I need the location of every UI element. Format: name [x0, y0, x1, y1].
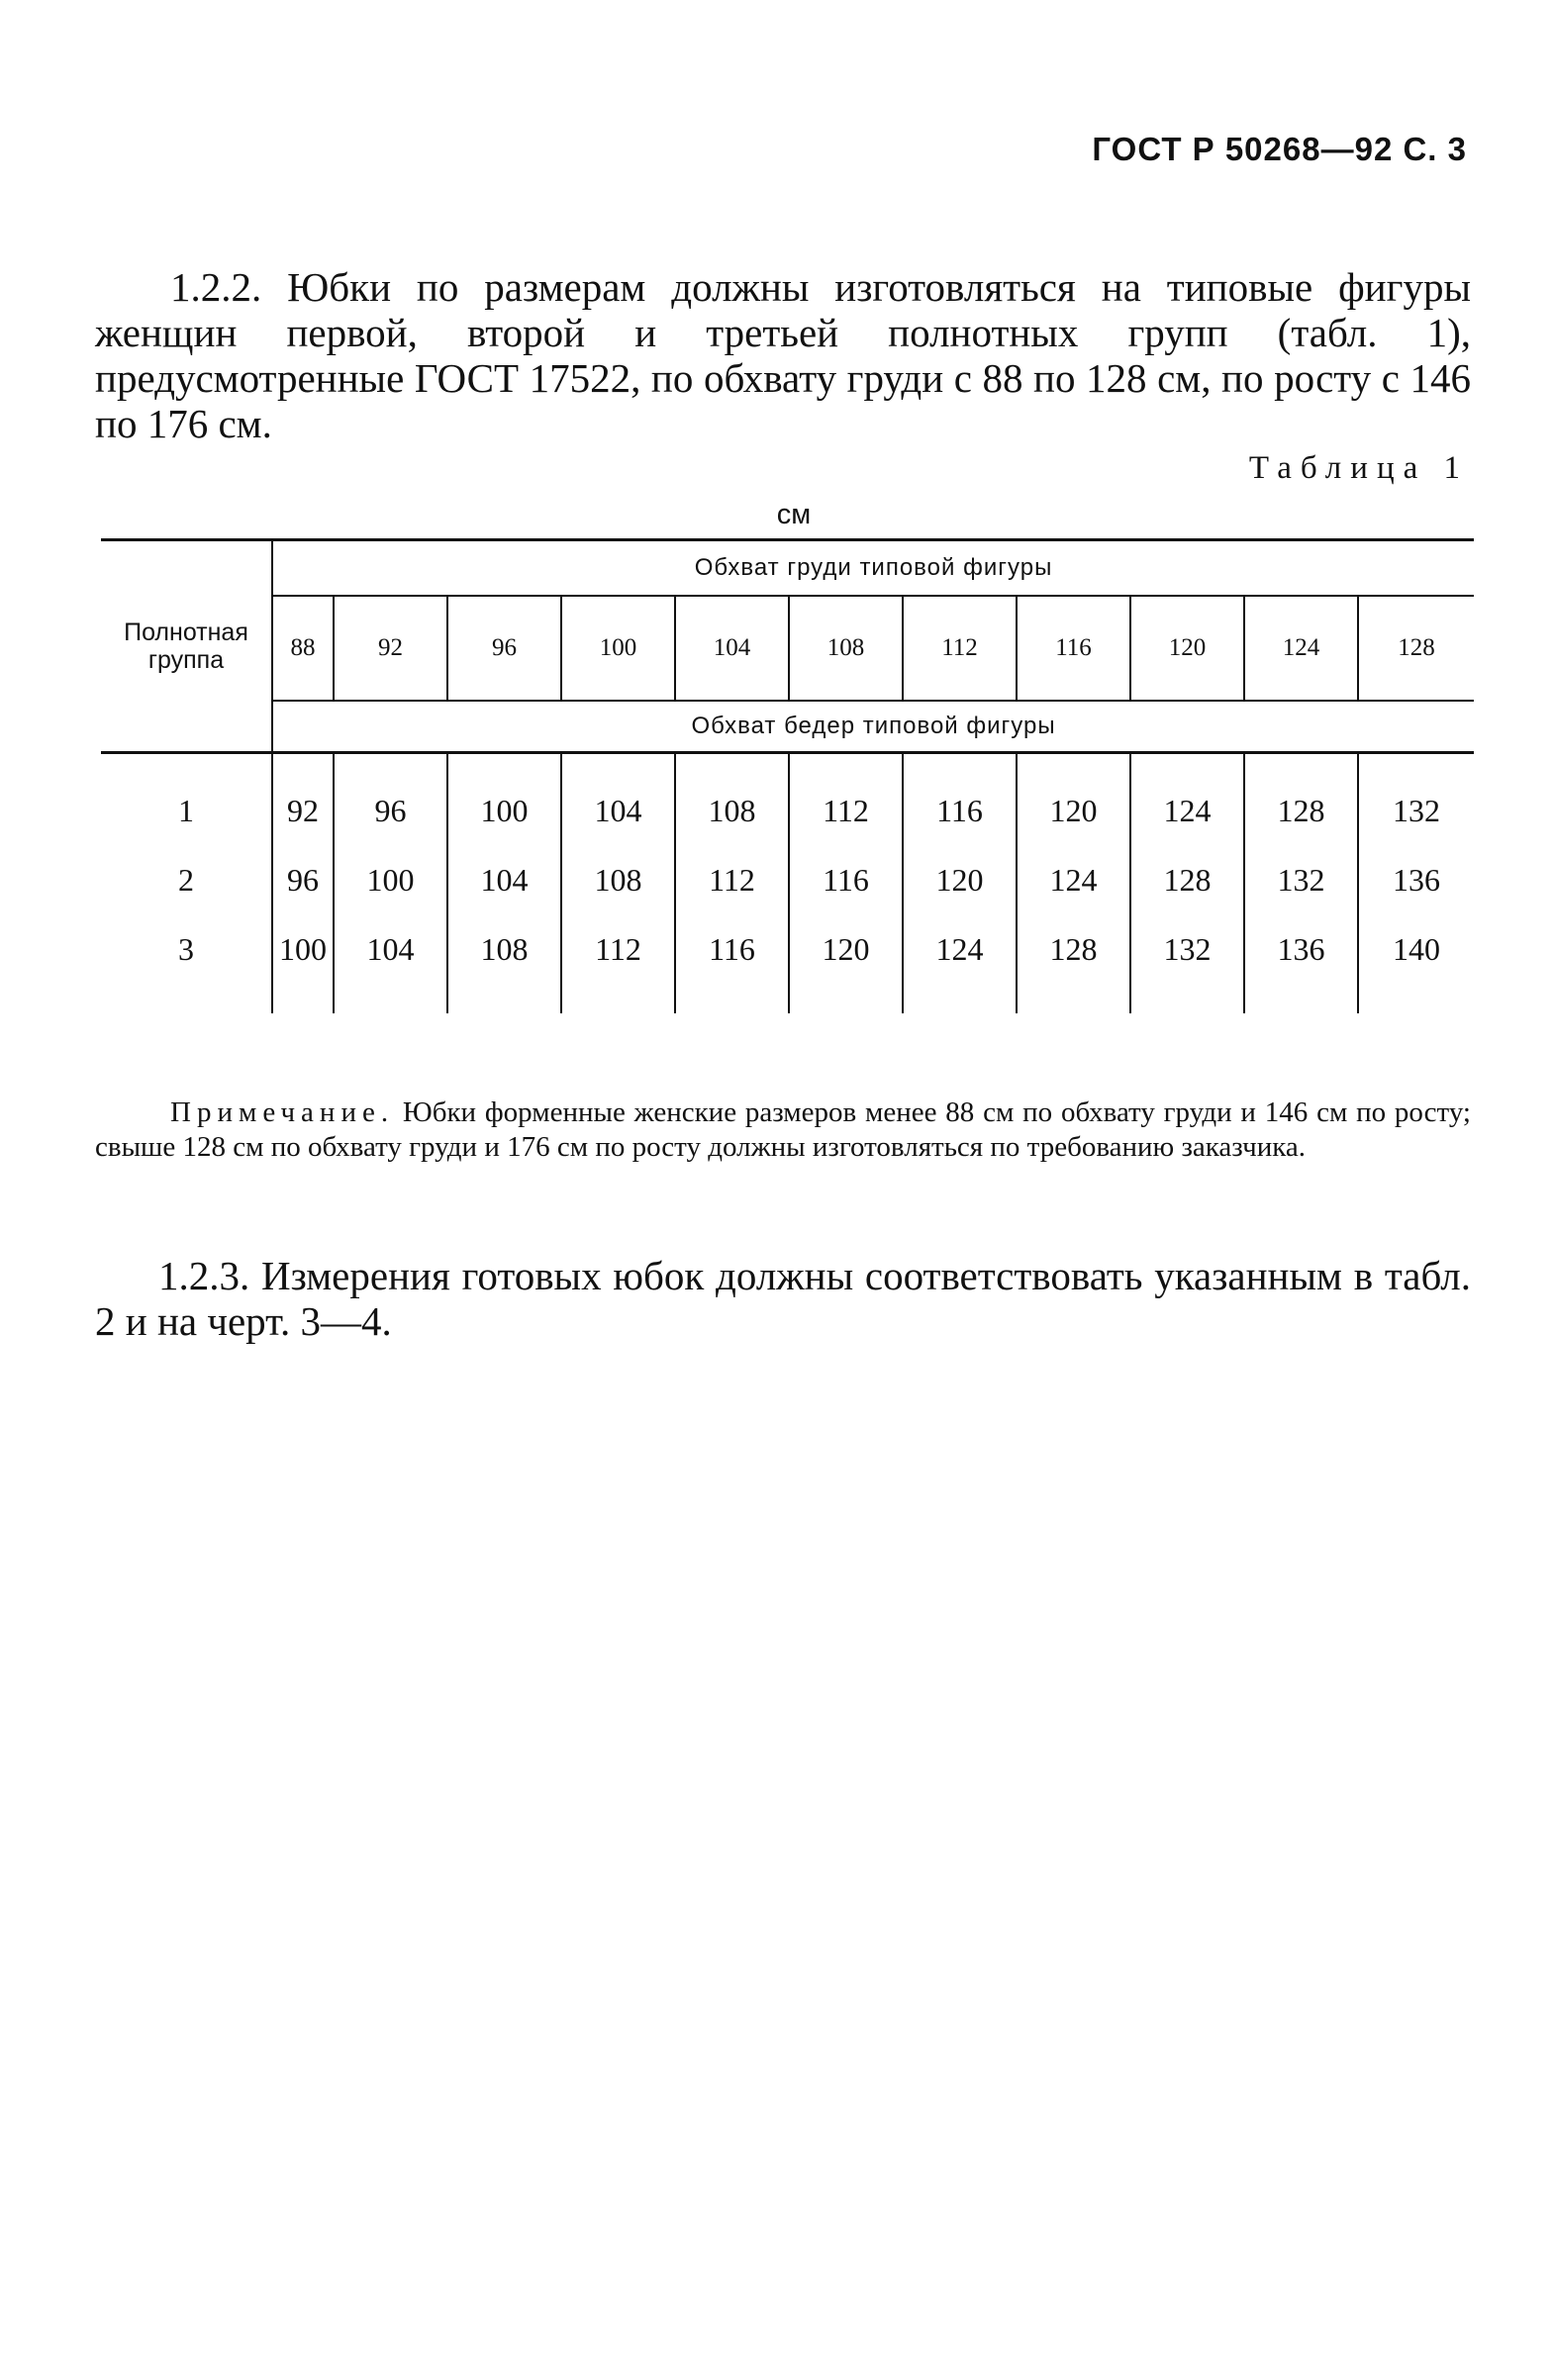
hip-girth-cell: 108 [675, 753, 789, 846]
hip-girth-cell: 96 [287, 861, 319, 898]
hip-girth-cell: 120 [1017, 753, 1130, 846]
hip-girth-cell: 100 [334, 845, 447, 914]
hip-header-row [101, 701, 1474, 753]
bust-size-cell: 100 [561, 596, 675, 701]
clause-1-2-2: 1.2.2. Юбки по размерам должны изготовляться на типовые фигуры женщин первой, второй и третьей полнотных групп (табл. 1), предусмотренные ГОСТ 17522, по обхвату груди с 88 по 128 см, по росту с 146 по 176 см. [95, 264, 1471, 446]
group-number-cell: 2 [101, 845, 272, 914]
hip-girth-cell: 132 [1244, 845, 1358, 914]
hip-girth-cell: 128 [1017, 914, 1130, 1013]
hip-girth-cell: 128 [1244, 753, 1358, 846]
hip-girth-cell: 136 [1358, 845, 1474, 914]
clause-1-2-3: 1.2.3. Измерения готовых юбок должны соответствовать указанным в табл. 2 и на черт. 3—4. [95, 1253, 1471, 1344]
hip-girth-cell: 104 [334, 914, 447, 1013]
group-number-cell: 1 [101, 753, 272, 846]
bust-girth-header: Обхват груди типовой фигуры [272, 540, 1474, 597]
bust-size-cell: 88 [290, 634, 316, 661]
hip-girth-cell: 92 [287, 792, 319, 828]
hip-girth-cell: 108 [561, 845, 675, 914]
note-text: Юбки форменные женские размеров менее 88 см по обхвату груди и 146 см по росту; свыше 128 см по обхвату груди и 176 см по росту должны изготовляться по требованию заказчика. [95, 1096, 1471, 1163]
hip-girth-cell: 96 [334, 753, 447, 846]
table-row [101, 845, 1474, 914]
table-number: Таблица 1 [1248, 450, 1469, 486]
hip-girth-cell: 124 [1017, 845, 1130, 914]
hip-girth-cell: 112 [561, 914, 675, 1013]
hip-girth-cell: 116 [789, 845, 903, 914]
hip-girth-cell: 100 [279, 930, 327, 967]
hip-girth-cell: 120 [789, 914, 903, 1013]
bust-size-cell: 108 [789, 596, 903, 701]
hip-girth-cell: 132 [1358, 753, 1474, 846]
bust-size-cell: 112 [903, 596, 1017, 701]
hip-girth-cell: 116 [675, 914, 789, 1013]
hip-girth-cell: 120 [903, 845, 1017, 914]
hip-girth-cell: 100 [447, 753, 561, 846]
table-unit: см [776, 499, 812, 530]
hip-girth-cell: 116 [903, 753, 1017, 846]
hip-girth-cell: 104 [447, 845, 561, 914]
note-label: Примечание. [170, 1096, 395, 1128]
hip-girth-cell: 132 [1130, 914, 1244, 1013]
hip-girth-cell: 124 [1130, 753, 1244, 846]
bust-size-cell: 96 [447, 596, 561, 701]
group-header: Полнотная группа [101, 540, 272, 753]
hip-girth-cell: 104 [561, 753, 675, 846]
bust-size-cell: 104 [675, 596, 789, 701]
hip-girth-header: Обхват бедер типовой фигуры [272, 701, 1474, 753]
hip-girth-cell: 140 [1358, 914, 1474, 1013]
bust-size-cell: 92 [334, 596, 447, 701]
bust-size-cell: 124 [1244, 596, 1358, 701]
bust-size-cell: 120 [1130, 596, 1244, 701]
table-header-row [101, 540, 1474, 597]
hip-girth-cell: 108 [447, 914, 561, 1013]
bust-sizes-row [101, 596, 1474, 701]
hip-girth-cell: 112 [789, 753, 903, 846]
table-note [95, 1095, 1471, 1165]
group-number-cell: 3 [101, 914, 272, 1013]
hip-girth-cell: 136 [1244, 914, 1358, 1013]
hip-girth-cell: 112 [675, 845, 789, 914]
hip-girth-cell: 128 [1130, 845, 1244, 914]
bust-size-cell: 128 [1358, 596, 1474, 701]
size-table [101, 538, 1474, 1013]
table-row [101, 914, 1474, 1013]
page-header: ГОСТ Р 50268—92 С. 3 [1092, 131, 1467, 167]
table-row [101, 753, 1474, 846]
hip-girth-cell: 124 [903, 914, 1017, 1013]
bust-size-cell: 116 [1017, 596, 1130, 701]
